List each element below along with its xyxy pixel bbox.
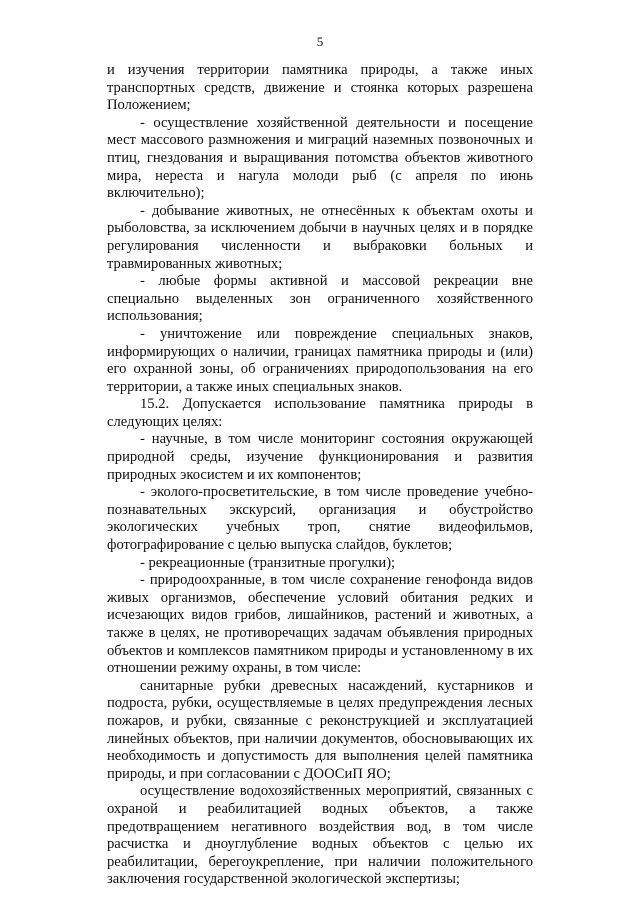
section-heading-paragraph: 15.2. Допускается использование памятника природы в следующих целях: [107, 396, 533, 430]
paragraph: - уничтожение или повреждение специальных знаков, информирующих о наличии, границах памятника природы и (или) его охранной зоны, об ограничениях природопользования на его территории, а также иных специальных знаков. [107, 325, 533, 395]
paragraph: - любые формы активной и массовой рекреации вне специально выделенных зон ограниченного хозяйственного использования; [107, 273, 533, 325]
paragraph: - рекреационные (транзитные прогулки); [140, 554, 396, 571]
document-body [107, 62, 533, 889]
paragraph: - эколого-просветительские, в том числе проведение учебно-познавательных экскурсий, организация и обустройство экологических учебных троп, снятие видеофильмов, фотографирование с целью выпуска слайдов, буклетов; [107, 484, 533, 554]
paragraph: - природоохранные, в том числе сохранение генофонда видов живых организмов, обеспечение условий обитания редких и исчезающих видов грибов, лишайников, растений и животных, а также в целях, не противоречащих задачам объявления природных объектов и комплексов памятником природы и установленному в их отношении режиму охраны, в том числе: [107, 572, 533, 677]
page-number: 5 [316, 34, 324, 49]
paragraph: санитарные рубки древесных насаждений, кустарников и подроста, рубки, осуществляемые в целях предупреждения лесных пожаров, и рубки, связанные с реконструкцией и эксплуатацией линейных объектов, при наличии документов, обосновывающих их необходимость и допустимость для выполнения целей памятника природы, и при согласовании с ДООСиП ЯО; [107, 677, 533, 782]
paragraph: - добывание животных, не отнесённых к объектам охоты и рыболовства, за исключением добычи в научных целях и в порядке регулирования численности и выбраковки больных и травмированных животных; [107, 202, 533, 272]
paragraph: осуществление водохозяйственных мероприятий, связанных с охраной и реабилитацией водных объектов, а также предотвращением негативного воздействия вод, в том числе расчистка и дноуглубление водных объектов с целью их реабилитации, берегоукрепление, при наличии положительного заключения государственной экологической экспертизы; [107, 783, 533, 888]
paragraph: - осуществление хозяйственной деятельности и посещение мест массового размножения и миграций наземных позвоночных и птиц, гнездования и выращивания потомства объектов животного мира, нереста и нагула молоди рыб (с апреля по июнь включительно); [107, 114, 533, 202]
paragraph: - научные, в том числе мониторинг состояния окружающей природной среды, изучение функционирования и развития природных экосистем и их компонентов; [107, 431, 533, 483]
paragraph: и изучения территории памятника природы, а также иных транспортных средств, движение и стоянка которых разрешена Положением; [107, 62, 533, 114]
